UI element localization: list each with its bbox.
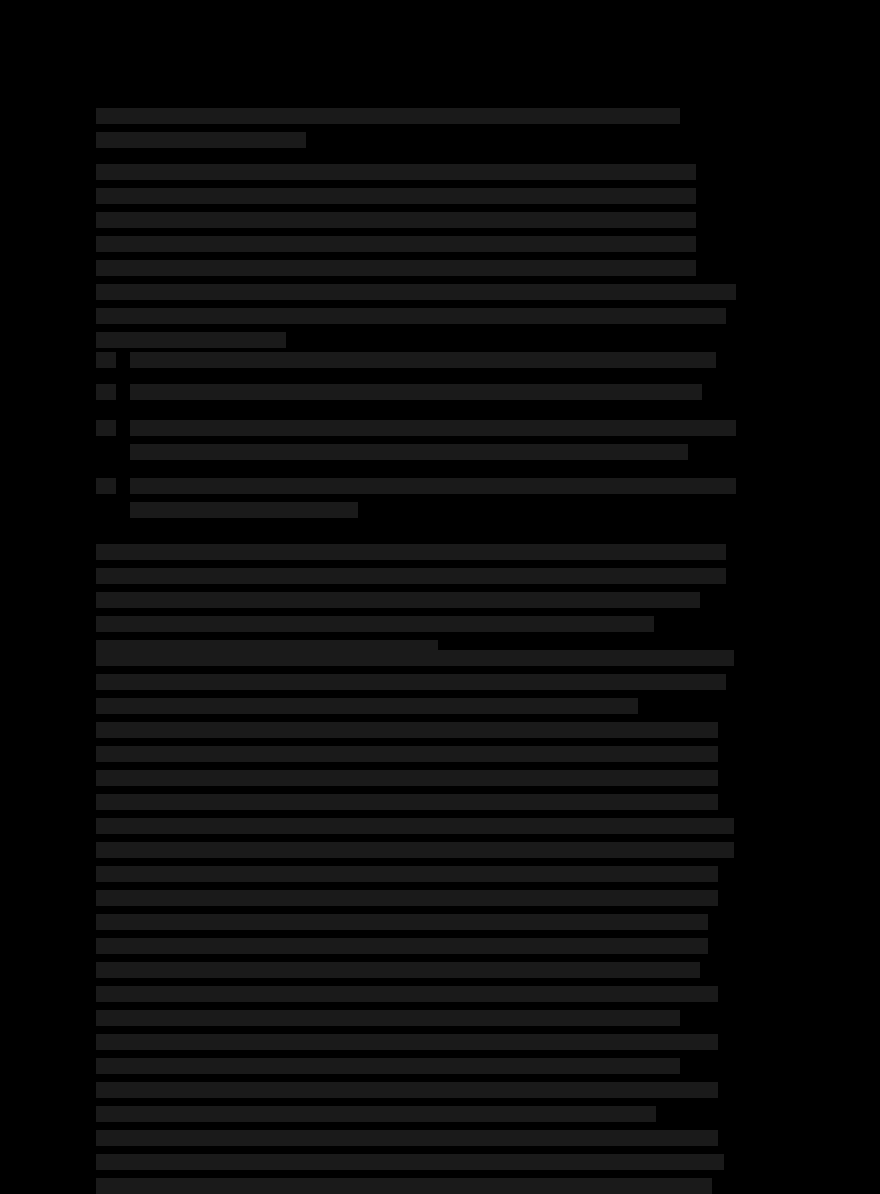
redacted-text-line	[96, 212, 696, 228]
redacted-text-line	[96, 1178, 712, 1194]
redacted-text-line	[96, 986, 718, 1002]
redacted-text-line	[96, 108, 680, 124]
redacted-text-line	[96, 842, 734, 858]
list-number	[96, 352, 116, 368]
redacted-text-line	[96, 866, 718, 882]
redacted-text-line	[96, 164, 696, 180]
redacted-text-line	[96, 698, 638, 714]
redacted-text-line	[96, 818, 734, 834]
list-number	[96, 384, 116, 400]
redacted-text-line	[96, 962, 700, 978]
redacted-text-line	[96, 236, 696, 252]
redacted-text-line	[96, 914, 708, 930]
redacted-text-line	[96, 284, 736, 300]
redacted-text-line	[96, 260, 696, 276]
redacted-text-line	[130, 478, 736, 494]
redacted-text-line	[96, 592, 700, 608]
redacted-text-line	[96, 1106, 656, 1122]
redacted-text-line	[96, 1082, 718, 1098]
list-number	[96, 420, 116, 436]
redacted-text-line	[96, 674, 726, 690]
redacted-text-line	[96, 1154, 724, 1170]
redacted-text-line	[96, 1034, 718, 1050]
redacted-text-line	[96, 890, 718, 906]
redacted-text-line	[130, 384, 702, 400]
redacted-text-line	[96, 568, 726, 584]
redacted-text-line	[130, 444, 688, 460]
redacted-text-line	[96, 1010, 680, 1026]
redacted-text-line	[96, 794, 718, 810]
redacted-text-line	[130, 502, 358, 518]
redacted-text-line	[96, 722, 718, 738]
redacted-text-line	[96, 1058, 680, 1074]
redacted-text-line	[96, 616, 654, 632]
list-number	[96, 478, 116, 494]
redacted-text-line	[96, 332, 286, 348]
redacted-text-line	[96, 938, 708, 954]
redacted-text-line	[96, 770, 718, 786]
redacted-text-line	[96, 132, 306, 148]
redacted-text-line	[96, 1130, 718, 1146]
redacted-text-line	[130, 420, 736, 436]
redacted-text-line	[96, 544, 726, 560]
redacted-text-line	[96, 308, 726, 324]
redacted-text-line	[96, 188, 696, 204]
redacted-text-line	[130, 352, 716, 368]
redacted-text-line	[96, 746, 718, 762]
redacted-text-line	[96, 650, 734, 666]
